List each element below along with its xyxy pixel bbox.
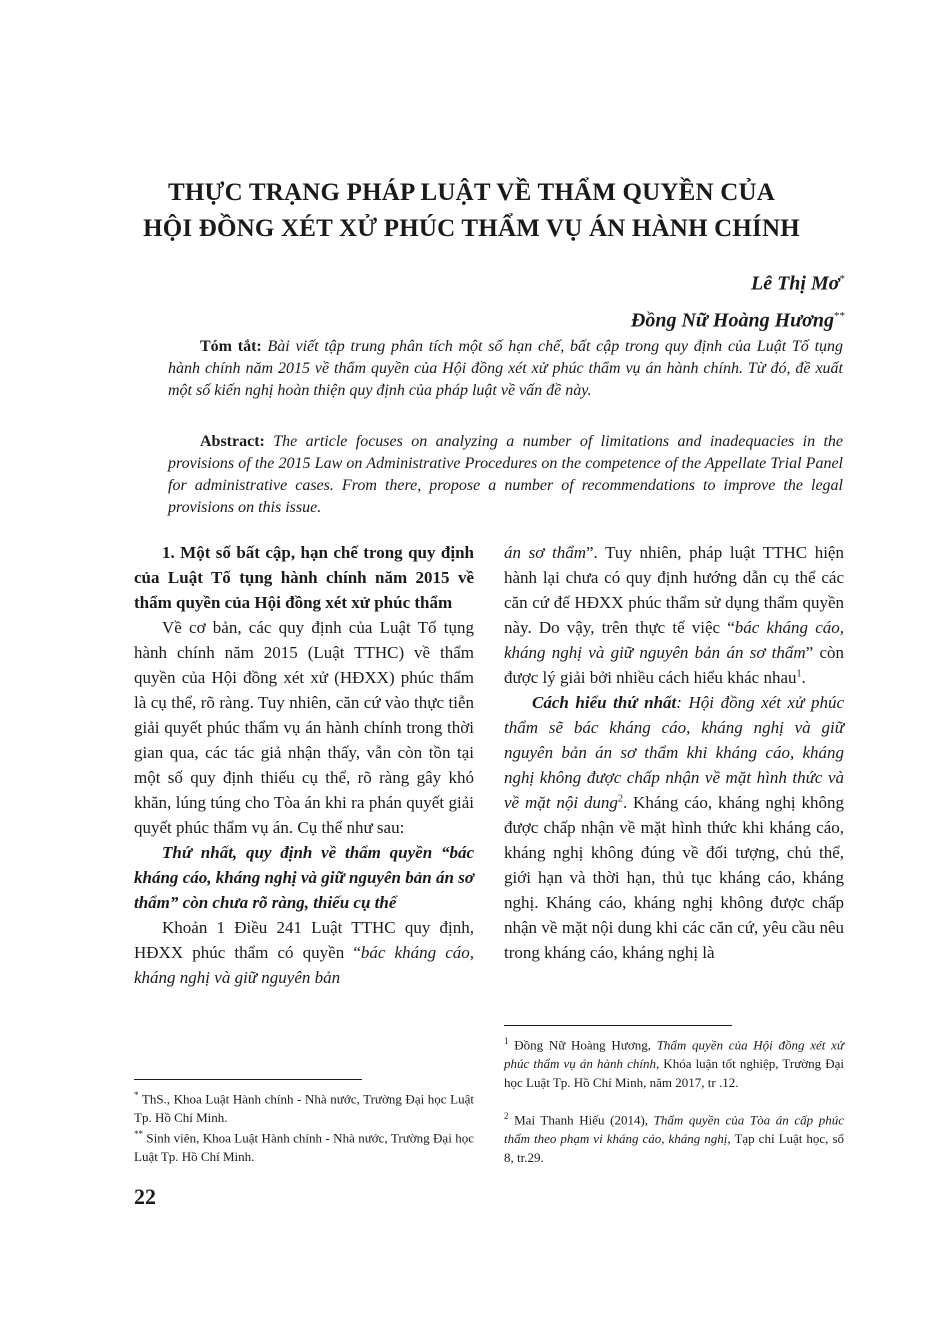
footnote-1: $^1$ Đồng Nữ Hoàng Hương, Thẩm quyền của Hội đồng xét xử phúc thẩm vụ án hành chính, Khóa luận tốt nghiệp, Trường Đại học Luật Tp. Hồ Chí Minh, năm 2017, tr .12.: [504, 1036, 844, 1091]
footnote-2: $^2$ Mai Thanh Hiếu (2014), Thẩm quyền của Tòa án cấp phúc thẩm theo phạm vi kháng cáo, kháng nghị, Tạp chí Luật học, số 8, tr.29.: [504, 1111, 844, 1166]
footnote-separator: [134, 1079, 362, 1080]
author-1: Lê Thị Mơ*: [750, 272, 845, 295]
body-paragraph: án sơ thẩm”. Tuy nhiên, pháp luật TTHC hiện hành lại chưa có quy định hướng dẫn cụ thể các căn cứ để HĐXX phúc thẩm sử dụng thẩm quyền này. Do vậy, trên thực tế việc “bác kháng cáo, kháng nghị và giữ nguyên bản án sơ thẩm” còn được lý giải bởi nhiều cách hiểu khác nhau$^1$.: [504, 543, 845, 687]
body-paragraph: Về cơ bản, các quy định của Luật Tố tụng hành chính năm 2015 (Luật TTHC) về thẩm quyền của Hội đồng xét xử (HĐXX) phúc thẩm là cụ thể, rõ ràng. Tuy nhiên, căn cứ vào thực tiễn giải quyết phúc thẩm vụ án hành chính trong thời gian qua, các tác giả nhận thấy, vẫn còn tồn tại một số quy định thiếu cụ thể, rõ ràng gây khó khăn, lúng túng cho Tòa án khi ra phán quyết giải quyết phúc thẩm vụ án. Cụ thể như sau:: [134, 618, 474, 837]
section-heading: 1. Một số bất cập, hạn chế trong quy định của Luật Tố tụng hành chính năm 2015 về thẩm quyền của Hội đồng xét xử phúc thẩm: [134, 543, 474, 612]
abstract-vietnamese: [168, 336, 843, 402]
title-line-2: HỘI ĐỒNG XÉT XỬ PHÚC THẨM VỤ ÁN HÀNH CHÍNH: [143, 215, 800, 242]
right-column: [504, 540, 844, 965]
title-line-1: THỰC TRẠNG PHÁP LUẬT VỀ THẨM QUYỀN CỦA: [168, 179, 775, 206]
left-column: [134, 540, 474, 990]
abstract-en-text: The article focuses on analyzing a number of limitations and inadequacies in the provisions of the 2015 Law on Administrative Procedures on the competence of the Appellate Trial Panel for administrative cases. From there, propose a number of recommendations to improve the legal provisions on this issue.: [168, 433, 844, 516]
author-list: [631, 263, 845, 336]
body-paragraph: Cách hiểu thứ nhất: Hội đồng xét xử phúc thẩm sẽ bác kháng cáo, kháng nghị và giữ nguyên bản án sơ thẩm khi kháng cáo, kháng nghị không được chấp nhận về mặt hình thức và về mặt nội dung$^2$. Kháng cáo, kháng nghị không được chấp nhận về mặt hình thức khi kháng cáo, kháng nghị không đúng về đối tượng, chủ thể, giới hạn và thời hạn, thủ tục kháng cáo, kháng nghị. Kháng cáo, kháng nghị không được chấp nhận về mặt nội dung khi các căn cứ, yêu cầu nêu trong kháng cáo, kháng nghị là: [504, 693, 845, 962]
footnote-ref-1[interactable]: 1: [796, 668, 802, 680]
footnote-ref-2[interactable]: 2: [617, 793, 623, 805]
author-2: Đồng Nữ Hoàng Hương**: [630, 309, 845, 332]
footnote-author-1: * ThS., Khoa Luật Hành chính - Nhà nước, Trường Đại học Luật Tp. Hồ Chí Minh.: [134, 1090, 475, 1126]
abstract-english: [168, 431, 843, 519]
abstract-vi-text: Bài viết tập trung phân tích một số hạn chế, bất cập trong quy định của Luật Tố tụng hành chính năm 2015 về thẩm quyền của Hội đồng xét xử phúc thẩm vụ án hành chính. Từ đó, đề xuất một số kiến nghị hoàn thiện quy định của pháp luật về vấn đề này.: [168, 338, 844, 399]
footnote-separator: [504, 1025, 732, 1026]
subsection-heading: Thứ nhất, quy định về thẩm quyền “bác kháng cáo, kháng nghị và giữ nguyên bản án sơ thẩm” còn chưa rõ ràng, thiếu cụ thể: [134, 843, 474, 912]
abstract-en-label: Abstract:: [200, 433, 265, 450]
footnote-author-2: ** Sinh viên, Khoa Luật Hành chính - Nhà nước, Trường Đại học Luật Tp. Hồ Chí Minh.: [134, 1129, 474, 1165]
article-title: [0, 175, 943, 247]
abstract-vi-label: Tóm tắt:: [200, 338, 262, 355]
body-paragraph: Khoản 1 Điều 241 Luật TTHC quy định, HĐXX phúc thẩm có quyền “bác kháng cáo, kháng nghị và giữ nguyên bản: [134, 918, 474, 987]
page-number: 22: [134, 1184, 156, 1209]
